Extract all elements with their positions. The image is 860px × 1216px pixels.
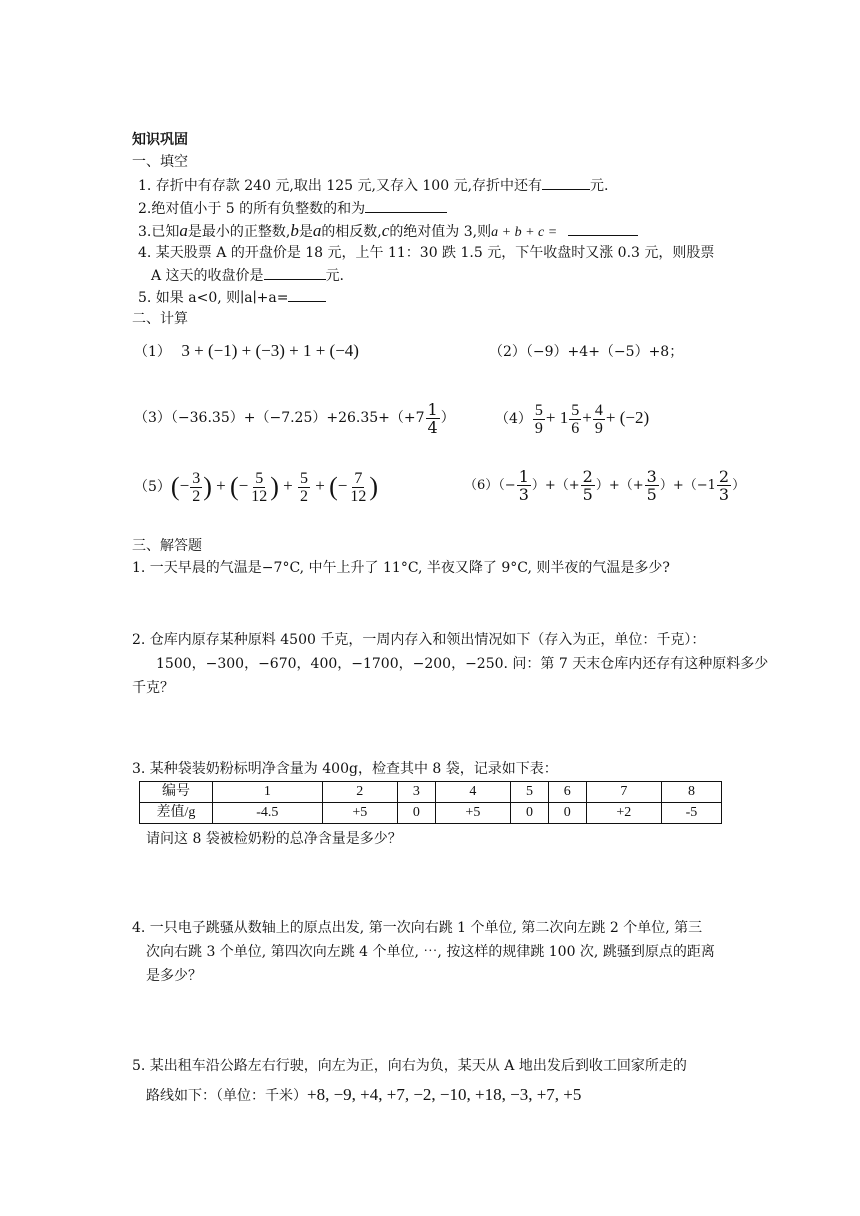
calc-expression: （−9）+4+（−5）+8； bbox=[525, 344, 684, 360]
fill-question-1 bbox=[138, 175, 608, 195]
answer-blank[interactable] bbox=[365, 198, 447, 213]
denominator: 6 bbox=[571, 419, 580, 437]
solve-question-3-intro: 3. 某种袋装奶粉标明净含量为 400g，检查其中 8 袋，记录如下表： bbox=[132, 761, 558, 777]
table-cell: +5 bbox=[435, 803, 510, 824]
solve-question-2-line-2: 1500，−300，−670，400，−1700，−200，−250. 问：第 7 天末仓库内还存有这种原料多少 bbox=[156, 656, 769, 672]
table-cell: +5 bbox=[322, 803, 397, 824]
table-cell: 1 bbox=[213, 782, 323, 803]
table-cell: 8 bbox=[661, 782, 721, 803]
denominator: 9 bbox=[594, 419, 603, 437]
route-values: +8, −9, +4, +7, −2, −10, +18, −3, +7, +5 bbox=[307, 1085, 582, 1104]
calc-expression: 3 + (−1) + (−3) + 1 + (−4) bbox=[181, 341, 359, 360]
solve-question-4-line-1: 4. 一只电子跳骚从数轴上的原点出发, 第一次向右跳 1 个单位, 第二次向左跳 2 个单位, 第三 bbox=[132, 920, 703, 936]
denominator: 5 bbox=[646, 485, 657, 504]
fill-question-4-suffix: 元. bbox=[325, 268, 345, 284]
denominator: 5 bbox=[582, 485, 593, 504]
fill-question-3-part: 是最小的正整数, bbox=[187, 224, 291, 240]
calc-problem-1 bbox=[134, 342, 359, 361]
table-cell: -5 bbox=[661, 803, 721, 824]
operator: + (−2) bbox=[605, 408, 650, 427]
calc-label: （5） bbox=[134, 479, 171, 495]
fraction bbox=[426, 401, 440, 436]
numerator: 3 bbox=[646, 467, 657, 486]
calc-expression: （− bbox=[498, 478, 516, 493]
fraction bbox=[645, 468, 659, 503]
var-a: a bbox=[179, 221, 188, 240]
table-cell: 7 bbox=[586, 782, 661, 803]
fill-question-3-part: 的相反数, bbox=[321, 224, 382, 240]
table-cell: 编号 bbox=[140, 782, 213, 803]
answer-blank[interactable] bbox=[264, 265, 326, 280]
fraction bbox=[593, 402, 605, 437]
fraction bbox=[581, 468, 595, 503]
fraction bbox=[517, 468, 531, 503]
fraction bbox=[717, 468, 731, 503]
fraction bbox=[569, 402, 581, 437]
table-row bbox=[140, 782, 722, 803]
table-cell: 0 bbox=[511, 803, 549, 824]
numerator: 5 bbox=[571, 401, 580, 419]
fill-question-1-text: 1. 存折中有存款 240 元,取出 125 元,又存入 100 元,存折中还有 bbox=[138, 178, 543, 194]
fraction bbox=[298, 470, 310, 505]
calc-expression: ）+（−1 bbox=[659, 478, 716, 493]
var-c: c bbox=[381, 221, 390, 240]
answer-blank[interactable] bbox=[568, 221, 638, 236]
fraction bbox=[190, 470, 202, 505]
expression-a-b-c: a + b + c = bbox=[491, 225, 558, 240]
fill-question-5 bbox=[138, 287, 326, 307]
solve-question-2-line-1: 2. 仓库内原存某种原料 4500 千克，一周内存入和领出情况如下（存入为正，单位：千克）： bbox=[132, 632, 706, 648]
fill-question-4-line-1: 4. 某天股票 A 的开盘价是 18 元，上午 11：30 跌 1.5 元，下午收盘时又涨 0.3 元，则股票 bbox=[138, 245, 715, 261]
fraction bbox=[533, 402, 545, 437]
calc-label: （3） bbox=[134, 410, 171, 426]
calc-label: （4） bbox=[495, 411, 532, 427]
table-cell: 差值/g bbox=[140, 803, 213, 824]
solve-question-5-text: 路线如下：（单位：千米） bbox=[146, 1088, 307, 1104]
numerator: 3 bbox=[192, 469, 201, 487]
solve-question-2-line-3: 千克？ bbox=[132, 680, 174, 696]
numerator: 2 bbox=[718, 467, 730, 486]
answer-blank[interactable] bbox=[288, 287, 326, 302]
solve-question-5-line-2 bbox=[146, 1086, 581, 1105]
table-cell: 0 bbox=[397, 803, 435, 824]
table-cell: 2 bbox=[322, 782, 397, 803]
fill-question-4-line-2 bbox=[151, 265, 344, 285]
denominator: 12 bbox=[350, 487, 367, 505]
denominator: 9 bbox=[534, 419, 543, 437]
table-cell: -4.5 bbox=[213, 803, 323, 824]
operator: + bbox=[582, 408, 592, 427]
denominator: 2 bbox=[192, 487, 201, 505]
table-cell: 3 bbox=[397, 782, 435, 803]
table-cell: 5 bbox=[511, 782, 549, 803]
calc-expression: （−36.35）+（−7.25）+26.35+（+7 bbox=[170, 410, 425, 426]
table-cell: 6 bbox=[548, 782, 586, 803]
record-table bbox=[139, 781, 722, 824]
var-b: b bbox=[290, 221, 299, 240]
numerator: 5 bbox=[255, 469, 264, 487]
numerator: 5 bbox=[534, 401, 543, 419]
calc-expression: ）+（+ bbox=[595, 478, 644, 493]
denominator: 4 bbox=[427, 417, 438, 437]
numerator: 2 bbox=[582, 467, 593, 486]
calc-expression: ） bbox=[732, 478, 746, 493]
fill-question-3 bbox=[138, 221, 638, 242]
calc-problem-6 bbox=[464, 466, 745, 506]
solve-question-1: 1. 一天早晨的气温是−7°C, 中午上升了 11°C, 半夜又降了 9°C, 则半夜的气温是多少? bbox=[132, 560, 670, 576]
denominator: 3 bbox=[518, 485, 529, 504]
var-a: a bbox=[312, 221, 322, 240]
fraction bbox=[249, 470, 269, 505]
calc-problem-4 bbox=[495, 398, 649, 439]
table-row bbox=[140, 803, 722, 824]
solve-question-4-line-3: 是多少？ bbox=[146, 968, 202, 984]
section-solve-title: 三、解答题 bbox=[132, 538, 202, 554]
answer-blank[interactable] bbox=[542, 175, 590, 190]
calc-label: （2） bbox=[489, 344, 526, 360]
calc-problem-5: （5）(− $\frac{3}{2}$ ) + (− $\frac{5}{12}$ ) + $\frac{5}{2}$ + (− $\frac{7}{12}$ ) bbox=[134, 469, 379, 505]
calc-problem-3 bbox=[134, 398, 455, 438]
operator: + 1 bbox=[545, 408, 569, 427]
fill-question-2-text: 2.绝对值小于 5 的所有负整数的和为 bbox=[138, 201, 366, 217]
solve-question-4-line-2: 次向右跳 3 个单位, 第四次向左跳 4 个单位, ⋯, 按这样的规律跳 100 次, 跳骚到原点的距离 bbox=[146, 944, 715, 960]
fill-question-3-part: 是 bbox=[298, 224, 313, 240]
calc-label: （6） bbox=[464, 478, 499, 493]
numerator: 1 bbox=[518, 467, 529, 486]
calc-label: （1） bbox=[134, 344, 171, 360]
fill-question-3-part: 3.已知 bbox=[138, 224, 180, 240]
solve-question-5-line-1: 5. 某出租车沿公路左右行驶，向左为正，向右为负，某天从 A 地出发后到收工回家所走的 bbox=[132, 1058, 687, 1074]
table-cell: 0 bbox=[548, 803, 586, 824]
denominator: 3 bbox=[718, 485, 730, 504]
section-fill-title: 一、填空 bbox=[132, 154, 188, 170]
fill-question-2 bbox=[138, 198, 447, 218]
denominator: 12 bbox=[251, 487, 268, 505]
fill-question-5-text: 5. 如果 a<0, 则∣a∣+a= bbox=[138, 290, 289, 306]
section-calc-title: 二、计算 bbox=[132, 311, 188, 327]
page-heading: 知识巩固 bbox=[132, 132, 188, 148]
numerator: 4 bbox=[594, 401, 603, 419]
fill-question-3-part: 的绝对值为 3,则 bbox=[389, 224, 492, 240]
fill-question-1-suffix: 元. bbox=[590, 178, 609, 194]
calc-expression: ）+（+ bbox=[531, 478, 580, 493]
numerator: 1 bbox=[427, 399, 438, 419]
numerator: 5 bbox=[299, 469, 308, 487]
numerator: 7 bbox=[354, 469, 363, 487]
fraction bbox=[348, 470, 368, 505]
table-cell: +2 bbox=[586, 803, 661, 824]
denominator: 2 bbox=[299, 487, 308, 505]
fill-question-4-text: A 这天的收盘价是 bbox=[151, 268, 264, 284]
table-cell: 4 bbox=[435, 782, 510, 803]
solve-question-3-question: 请问这 8 袋被检奶粉的总净含量是多少？ bbox=[146, 831, 402, 847]
calc-expression: ） bbox=[440, 410, 455, 426]
calc-problem-2 bbox=[489, 343, 683, 361]
